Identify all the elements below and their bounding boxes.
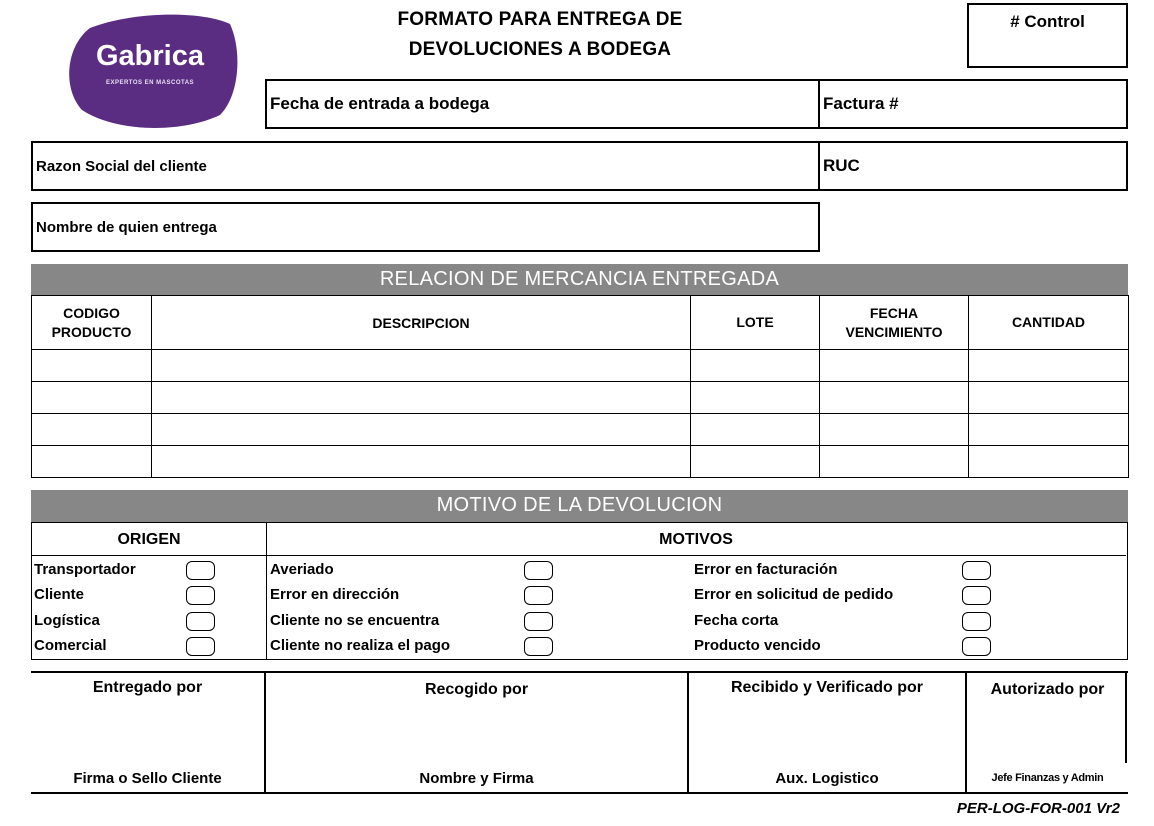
origen-comercial-checkbox[interactable]	[186, 637, 215, 656]
relacion-section-bar: RELACION DE MERCANCIA ENTREGADA	[31, 264, 1128, 295]
table-row	[32, 446, 1129, 478]
motivo-error-solicitud-checkbox[interactable]	[962, 586, 991, 605]
razon-social-field[interactable]	[31, 141, 820, 191]
col-lote	[691, 296, 820, 350]
table-cell[interactable]	[152, 446, 691, 478]
table-cell[interactable]	[969, 350, 1129, 382]
form-title-line1: FORMATO PARA ENTREGA DE	[397, 9, 683, 30]
company-logo	[60, 10, 240, 130]
table-cell[interactable]	[820, 382, 969, 414]
origen-transportador-checkbox[interactable]	[186, 561, 215, 580]
motivo-fecha-corta-label: Fecha corta	[694, 612, 779, 629]
document-code: PER-LOG-FOR-001 Vr2	[956, 800, 1120, 817]
origen-comercial-label: Comercial	[34, 637, 107, 654]
signature-recogido-header: Recogido por	[424, 681, 529, 698]
table-cell[interactable]	[152, 382, 691, 414]
fecha-entrada-field[interactable]	[265, 79, 820, 129]
origen-logistica-label: Logística	[34, 612, 100, 629]
motivo-fecha-corta-checkbox[interactable]	[962, 612, 991, 631]
factura-field[interactable]	[818, 79, 1128, 129]
table-row	[32, 414, 1129, 446]
table-cell[interactable]	[691, 414, 820, 446]
signature-recibido[interactable]	[689, 673, 965, 794]
signature-recibido-header: Recibido y Verificado por	[730, 679, 924, 696]
signature-recogido-footer: Nombre y Firma	[419, 770, 534, 787]
motivo-header-divider	[32, 555, 1126, 556]
table-cell[interactable]	[969, 382, 1129, 414]
origen-cliente-label: Cliente	[34, 586, 85, 603]
signature-autorizado-footer: Jefe Finanzas y Admin	[991, 772, 1104, 784]
table-cell[interactable]	[32, 382, 152, 414]
motivo-error-facturacion-checkbox[interactable]	[962, 561, 991, 580]
table-cell[interactable]	[32, 446, 152, 478]
table-cell[interactable]	[691, 350, 820, 382]
table-cell[interactable]	[820, 350, 969, 382]
table-cell[interactable]	[820, 414, 969, 446]
control-number-box[interactable]	[967, 3, 1128, 68]
motivo-cliente-no-encuentra-checkbox[interactable]	[524, 612, 553, 631]
col-cantidad	[969, 296, 1129, 350]
logo-wordmark: Gabrica	[96, 40, 204, 72]
col-fecha-line2: VENCIMIENTO	[845, 323, 943, 340]
col-descripcion-label: DESCRIPCION	[372, 315, 470, 331]
signature-autorizado-header: Autorizado por	[990, 681, 1105, 698]
logo-tagline: EXPERTOS EN MASCOTAS	[105, 80, 195, 86]
motivo-no-realiza-pago-label: Cliente no realiza el pago	[270, 637, 451, 654]
motivo-error-direccion-checkbox[interactable]	[524, 586, 553, 605]
origen-transportador-label: Transportador	[34, 561, 136, 578]
motivo-error-solicitud-label: Error en solicitud de pedido	[694, 586, 894, 603]
razon-social-label: Razon Social del cliente	[36, 158, 207, 175]
table-cell[interactable]	[152, 350, 691, 382]
table-cell[interactable]	[152, 414, 691, 446]
signature-section	[31, 671, 1128, 794]
motivo-averiado-label: Averiado	[270, 561, 334, 578]
col-fecha-line1: FECHA	[869, 304, 919, 321]
col-fecha-vencimiento	[820, 296, 969, 350]
table-cell[interactable]	[820, 446, 969, 478]
table-cell[interactable]	[969, 446, 1129, 478]
motivo-error-direccion-label: Error en dirección	[270, 586, 400, 603]
motivo-producto-vencido-checkbox[interactable]	[962, 637, 991, 656]
col-codigo-line1: CODIGO	[63, 304, 120, 321]
signature-entregado-footer: Firma o Sello Cliente	[73, 770, 222, 787]
signature-recogido[interactable]	[266, 673, 687, 794]
control-number-label: # Control	[1010, 12, 1085, 31]
col-descripcion	[152, 296, 691, 350]
signature-entregado-header: Entregado por	[92, 679, 203, 696]
motivos-header: MOTIVOS	[659, 531, 733, 548]
motivo-averiado-checkbox[interactable]	[524, 561, 553, 580]
table-row	[32, 382, 1129, 414]
signature-entregado[interactable]	[31, 673, 264, 794]
origen-header: ORIGEN	[117, 531, 181, 548]
table-cell[interactable]	[691, 446, 820, 478]
origen-logistica-checkbox[interactable]	[186, 612, 215, 631]
col-codigo-producto	[32, 296, 152, 350]
col-lote-label: LOTE	[736, 314, 774, 330]
motivo-section-bar: MOTIVO DE LA DEVOLUCION	[31, 490, 1128, 522]
mercancia-table	[31, 295, 1129, 478]
motivo-error-facturacion-label: Error en facturación	[694, 561, 838, 578]
motivo-no-realiza-pago-checkbox[interactable]	[524, 637, 553, 656]
origen-cliente-checkbox[interactable]	[186, 586, 215, 605]
table-cell[interactable]	[32, 414, 152, 446]
signature-recibido-footer: Aux. Logistico	[775, 770, 879, 787]
signature-autorizado[interactable]	[967, 673, 1128, 794]
table-row	[32, 350, 1129, 382]
form-title-line2: DEVOLUCIONES A BODEGA	[408, 39, 672, 60]
motivo-producto-vencido-label: Producto vencido	[694, 637, 821, 654]
table-cell[interactable]	[969, 414, 1129, 446]
motivo-box	[31, 522, 1128, 660]
motivo-cliente-no-encuentra-label: Cliente no se encuentra	[270, 612, 440, 629]
col-codigo-line2: PRODUCTO	[51, 323, 132, 340]
fecha-entrada-label: Fecha de entrada a bodega	[270, 94, 490, 113]
nombre-entrega-field[interactable]	[31, 202, 820, 252]
form-title	[330, 5, 750, 65]
table-cell[interactable]	[691, 382, 820, 414]
mercancia-table-header	[32, 296, 1129, 350]
ruc-field[interactable]	[818, 141, 1128, 191]
col-cantidad-label: CANTIDAD	[1011, 314, 1086, 330]
factura-label: Factura #	[823, 94, 899, 113]
table-cell[interactable]	[32, 350, 152, 382]
ruc-label: RUC	[823, 156, 860, 175]
nombre-entrega-label: Nombre de quien entrega	[36, 219, 217, 236]
